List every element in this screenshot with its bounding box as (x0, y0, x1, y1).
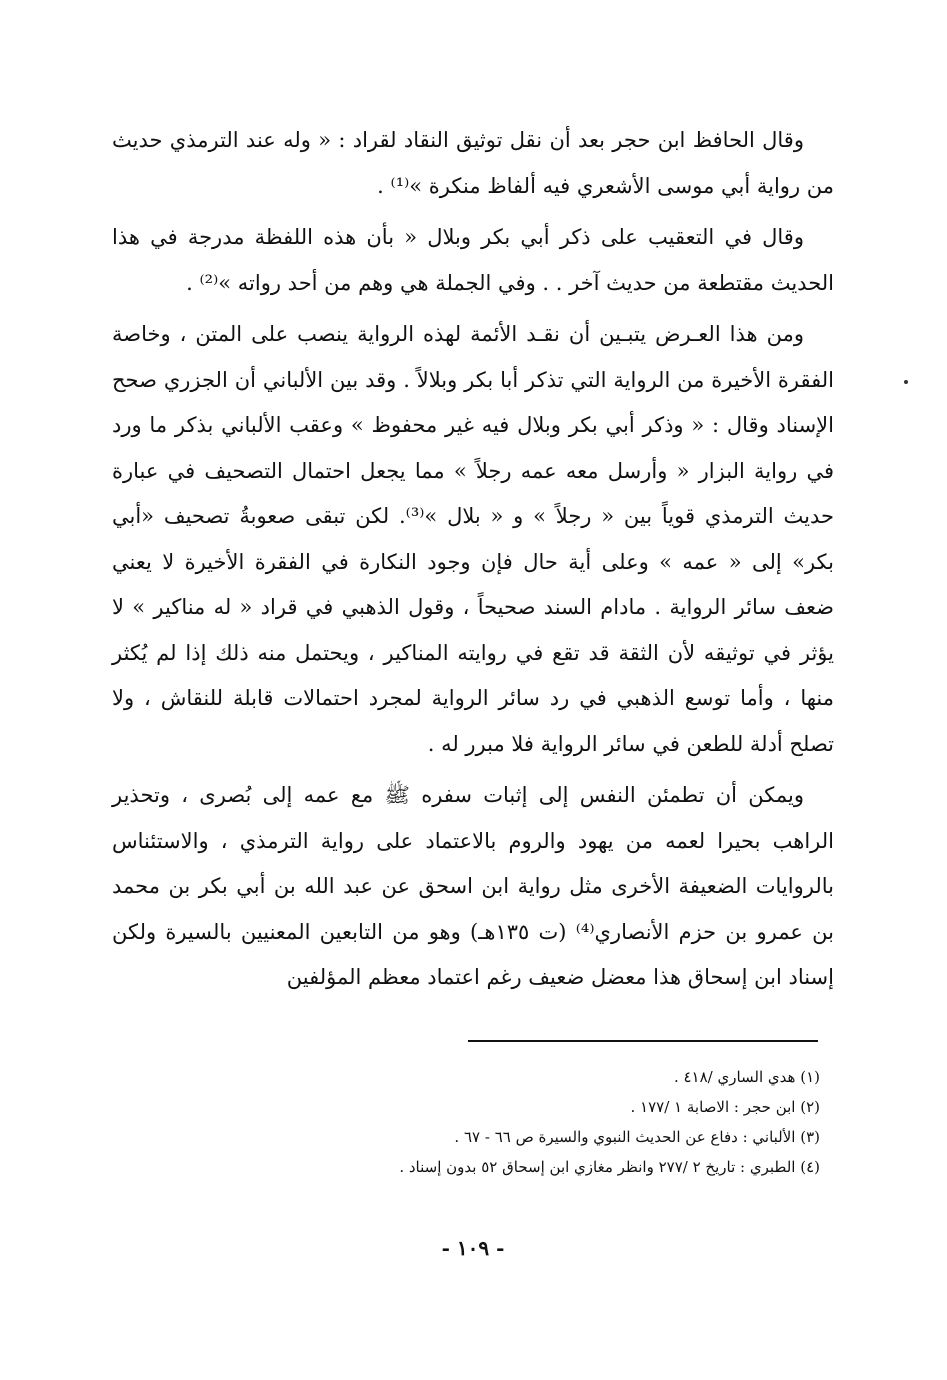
footnote-divider (468, 1040, 818, 1042)
paragraph-1: وقال الحافظ ابن حجر بعد أن نقل توثيق النقاد لقراد : « وله عند الترمذي حديث من رواية أبي موسى الأشعري فيه ألفاظ منكرة »⁽¹⁾ . (112, 128, 834, 198)
footnote-4: (٤) الطبري : تاريخ ٢ /٢٧٧ وانظر مغازي ابن إسحاق ٥٢ بدون إسناد . (399, 1158, 820, 1176)
paragraph-3: ومن هذا العـرض يتبـين أن نقـد الأئمة لهذه الرواية ينصب على المتن ، وخاصة الفقرة الأخيرة من الرواية التي تذكر أبا بكر وبلالاً . وقد بين الألباني أن الجزري صحح الإسناد وقال : « وذكر أبي بكر وبلال فيه غير محفوظ » وعقب الألباني بذكر ما ورد في رواية البزار « وأرسل معه عمه رجلاً » مما يجعل احتمال التصحيف في عبارة حديث الترمذي قوياً بين « رجلاً » و « بلال »⁽³⁾. لكن تبقى صعوبةُ تصحيف «أبي بكر» إلى « عمه » وعلى أية حال فإن وجود النكارة في الفقرة الأخيرة لا يعني ضعف سائر الرواية . مادام السند صحيحاً ، وقول الذهبي في قراد « له مناكير » لا يؤثر في توثيقه لأن الثقة قد تقع في روايته المناكير ، ويحتمل منه ذلك إذا لم يُكثر منها ، وأما توسع الذهبي في رد سائر الرواية لمجرد احتمالات قابلة للنقاش ، ولا تصلح أدلة للطعن في سائر الرواية فلا مبرر له . (112, 322, 834, 756)
paragraph-2: وقال في التعقيب على ذكر أبي بكر وبلال « بأن هذه اللفظة مدرجة في هذا الحديث مقتطعة من حديث آخر . . وفي الجملة هي وهم من أحد رواته »⁽²⁾ . (112, 225, 834, 295)
margin-mark (904, 380, 908, 384)
footnote-3: (٣) الألباني : دفاع عن الحديث النبوي والسيرة ص ٦٦ - ٦٧ . (454, 1128, 820, 1146)
footnote-2: (٢) ابن حجر : الاصابة ١ /١٧٧ . (630, 1098, 820, 1116)
page-number: - ١٠٩ - (441, 1236, 505, 1260)
main-text (112, 118, 834, 1007)
footnote-1: (١) هدي الساري /٤١٨ . (673, 1068, 820, 1086)
paragraph-4: ويمكن أن تطمئن النفس إلى إثبات سفره ﷺ مع عمه إلى بُصرى ، وتحذير الراهب بحيرا لعمه من يهود والروم بالاعتماد على رواية الترمذي ، والاستئناس بالروايات الضعيفة الأخرى مثل رواية ابن اسحق عن عبد الله بن أبي بكر بن محمد بن عمرو بن حزم الأنصاري⁽⁴⁾ (ت ١٣٥هـ) وهو من التابعين المعنيين بالسيرة ولكن إسناد ابن إسحاق هذا معضل ضعيف رغم اعتماد معظم المؤلفين (112, 783, 834, 989)
footnotes (180, 1062, 820, 1182)
